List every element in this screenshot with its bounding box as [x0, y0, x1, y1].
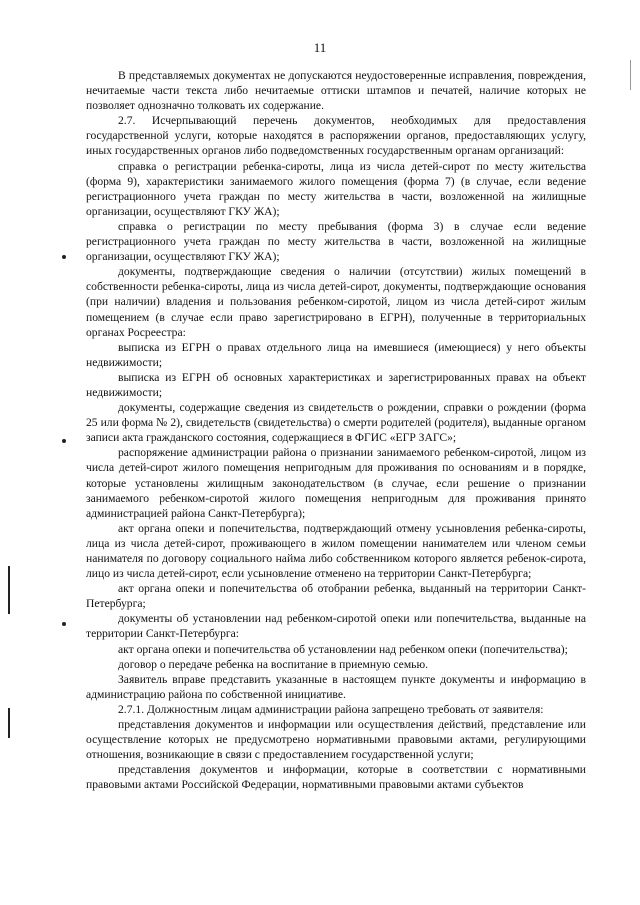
- paragraph: справка о регистрации по месту пребывания (форма 3) в случае если ведение регистрационного учета граждан по месту жительства в части, возложенной на жилищные организации, осуществляют ГКУ ЖА);: [86, 219, 586, 264]
- document-body: [86, 68, 586, 793]
- paragraph: акт органа опеки и попечительства об отобрании ребенка, выданный на территории Санкт-Петербурга;: [86, 582, 586, 611]
- scan-artifact-mark: [8, 566, 10, 614]
- paragraph: акт органа опеки и попечительства, подтверждающий отмену усыновления ребенка-сироты, лица из числа детей-сирот, проживающего в жилом помещении нанимателем или членом семьи нанимателя по договору социального найма либо собственником которого является ребенок-сирота, лицо из числа детей-сирот, если усыновление отменено на территории Санкт-Петербурга;: [86, 521, 586, 581]
- paragraph: документы, подтверждающие сведения о наличии (отсутствии) жилых помещений в собственности ребенка-сироты, лица из числа детей-сирот, документы, подтверждающие основания (при наличии) владения и пользования ребенком-сиротой, лицом из числа детей-сирот жилым помещением (в случае если право зарегистрировано в ЕГРН), полученные в территориальных органах Росреестра:: [86, 265, 586, 339]
- paragraph: акт органа опеки и попечительства об установлении над ребенком опеки (попечительства);: [118, 642, 568, 656]
- paragraph: Заявитель вправе представить указанные в настоящем пункте документы и информацию в администрацию района по собственной инициативе.: [86, 672, 586, 701]
- paragraph: выписка из ЕГРН об основных характеристиках и зарегистрированных правах на объект недвижимости;: [86, 370, 586, 399]
- scan-artifact-dot: [62, 255, 66, 259]
- paragraph: справка о регистрации ребенка-сироты, лица из числа детей-сирот по месту жительства (форма 9), характеристики занимаемого жилого помещения (форма 7) (в случае, если ведение регистрационного учета граждан по месту жительства в части, возложенной на жилищные организации, осуществляют ГКУ ЖА);: [86, 159, 586, 218]
- scan-artifact-dot: [62, 622, 66, 626]
- scan-artifact-dot: [62, 439, 66, 443]
- paragraph: распоряжение администрации района о признании занимаемого ребенком-сиротой, лицом из числа детей-сирот жилого помещения непригодным для проживания по основаниям и в порядке, которые установлены жилищным законодательством (в случае, если решение о признании занимаемого ребенком-сиротой жилого помещения непригодным для проживания принято администрацией района Санкт-Петербурга);: [86, 446, 586, 520]
- paragraph: документы, содержащие сведения из свидетельств о рождении, справки о рождении (форма 25 или форма № 2), свидетельств (свидетельства) о смерти родителей (родителя), выданные органом записи акта гражданского состояния, содержащиеся в ФГИС «ЕГР ЗАГС»;: [86, 401, 586, 445]
- paragraph: договор о передаче ребенка на воспитание в приемную семью.: [118, 657, 429, 671]
- scan-artifact-mark: [8, 708, 10, 738]
- page-number: 11: [313, 40, 327, 55]
- paragraph: 2.7.1. Должностным лицам администрации района запрещено требовать от заявителя:: [118, 702, 544, 716]
- paragraph: представления документов и информации, которые в соответствии с нормативными правовыми актами Российской Федерации, нормативными правовыми актами субъектов: [86, 763, 586, 792]
- paragraph: В представляемых документах не допускаются неудостоверенные исправления, повреждения, нечитаемые части текста либо нечитаемые оттиски штампов и печатей, наличие которых не позволяет однозначно толковать их содержание.: [86, 69, 586, 113]
- paragraph: выписка из ЕГРН о правах отдельного лица на имевшиеся (имеющиеся) у него объекты недвижимости;: [86, 340, 586, 369]
- paragraph: 2.7. Исчерпывающий перечень документов, необходимых для предоставления государственной услуги, которые находятся в распоряжении органов, предоставляющих услугу, иных государственных органов либо подведомственных государственным органам организаций:: [86, 114, 586, 158]
- paragraph: представления документов и информации или осуществления действий, представление или осуществление которых не предусмотрено нормативными правовыми актами, регулирующими отношения, возникающие в связи с предоставлением государственной услуги;: [86, 718, 586, 762]
- scan-artifact-mark: [630, 60, 631, 90]
- paragraph: документы об установлении над ребенком-сиротой опеки или попечительства, выданные на территории Санкт-Петербурга:: [86, 612, 586, 641]
